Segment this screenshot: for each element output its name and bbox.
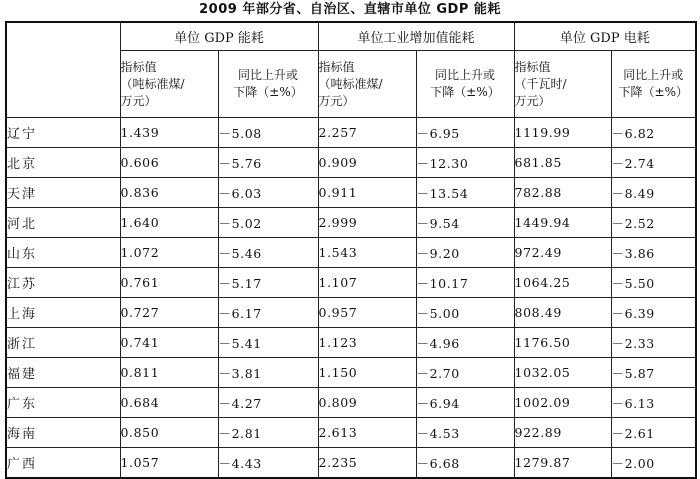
gdp-electricity-change-cell: －8.49 [611,178,696,208]
table-title: 2009 年部分省、自治区、直辖市单位 GDP 能耗 [199,2,501,17]
gdp-electricity-change-cell: －6.82 [611,118,696,148]
region-cell: 辽宁 [6,118,120,148]
gdp-electricity-value-cell: 1002.09 [514,388,611,418]
gdp-energy-change-cell: －4.27 [218,388,318,418]
gdp-electricity-value-cell: 972.49 [514,238,611,268]
table-row [6,238,696,268]
table-row [6,358,696,388]
gdp-electricity-value-cell: 922.89 [514,418,611,448]
industrial-energy-change-cell: －4.53 [416,418,514,448]
industrial-energy-value-cell: 1.107 [318,268,416,298]
sub-header-gdp-energy-value: 指标值 （吨标准煤/ 万元） [120,51,218,118]
gdp-energy-change-cell: －5.08 [218,118,318,148]
industrial-energy-change-cell: －6.94 [416,388,514,418]
gdp-energy-value-cell: 0.741 [120,328,218,358]
gdp-energy-value-cell: 0.836 [120,178,218,208]
table-row [6,208,696,238]
region-cell: 河北 [6,208,120,238]
gdp-energy-value-cell: 1.057 [120,448,218,479]
industrial-energy-change-cell: －2.70 [416,358,514,388]
gdp-energy-value-cell: 1.640 [120,208,218,238]
group-header-industrial-energy: 单位工业增加值能耗 [318,22,514,51]
group-header-row [6,22,696,51]
gdp-energy-change-cell: －6.03 [218,178,318,208]
table-row [6,298,696,328]
industrial-energy-value-cell: 1.543 [318,238,416,268]
gdp-electricity-change-cell: －2.61 [611,418,696,448]
industrial-energy-value-cell: 1.123 [318,328,416,358]
region-cell: 海南 [6,418,120,448]
industrial-energy-value-cell: 1.150 [318,358,416,388]
gdp-electricity-change-cell: －5.87 [611,358,696,388]
gdp-energy-value-cell: 1.439 [120,118,218,148]
gdp-energy-change-cell: －5.46 [218,238,318,268]
gdp-electricity-change-cell: －2.74 [611,148,696,178]
industrial-energy-value-cell: 0.909 [318,148,416,178]
region-cell: 天津 [6,178,120,208]
gdp-electricity-value-cell: 1032.05 [514,358,611,388]
sub-header-gdp-electricity-change: 同比上升或 下降（±%） [611,51,696,118]
region-header-cell [6,22,120,118]
table-row [6,328,696,358]
gdp-electricity-change-cell: －2.00 [611,448,696,479]
region-cell: 江苏 [6,268,120,298]
industrial-energy-change-cell: －4.96 [416,328,514,358]
industrial-energy-change-cell: －13.54 [416,178,514,208]
sub-header-industrial-energy-change: 同比上升或 下降（±%） [416,51,514,118]
table-row [6,418,696,448]
region-cell: 上海 [6,298,120,328]
gdp-electricity-value-cell: 1449.94 [514,208,611,238]
industrial-energy-value-cell: 2.257 [318,118,416,148]
industrial-energy-value-cell: 2.235 [318,448,416,479]
gdp-energy-change-cell: －4.43 [218,448,318,479]
gdp-energy-change-cell: －5.17 [218,268,318,298]
region-cell: 山东 [6,238,120,268]
industrial-energy-change-cell: －6.95 [416,118,514,148]
table-body [6,118,696,479]
region-cell: 福建 [6,358,120,388]
table-row [6,178,696,208]
gdp-electricity-value-cell: 1064.25 [514,268,611,298]
sub-header-gdp-electricity-value: 指标值 （千瓦时/ 万元） [514,51,611,118]
group-header-gdp-electricity: 单位 GDP 电耗 [514,22,696,51]
gdp-electricity-value-cell: 681.85 [514,148,611,178]
gdp-electricity-change-cell: －6.39 [611,298,696,328]
gdp-electricity-value-cell: 1176.50 [514,328,611,358]
industrial-energy-value-cell: 2.999 [318,208,416,238]
industrial-energy-change-cell: －5.00 [416,298,514,328]
region-cell: 广西 [6,448,120,479]
sub-header-industrial-energy-value: 指标值 （吨标准煤/ 万元） [318,51,416,118]
industrial-energy-change-cell: －12.30 [416,148,514,178]
gdp-electricity-value-cell: 1119.99 [514,118,611,148]
industrial-energy-change-cell: －9.54 [416,208,514,238]
gdp-energy-value-cell: 0.811 [120,358,218,388]
sub-header-gdp-energy-change: 同比上升或 下降（±%） [218,51,318,118]
industrial-energy-value-cell: 0.957 [318,298,416,328]
gdp-energy-change-cell: －5.02 [218,208,318,238]
gdp-energy-value-cell: 0.684 [120,388,218,418]
table-row [6,388,696,418]
table-row [6,148,696,178]
gdp-energy-value-cell: 0.850 [120,418,218,448]
gdp-electricity-value-cell: 1279.87 [514,448,611,479]
gdp-energy-value-cell: 0.761 [120,268,218,298]
gdp-electricity-value-cell: 808.49 [514,298,611,328]
table-row [6,448,696,479]
gdp-energy-change-cell: －5.41 [218,328,318,358]
industrial-energy-change-cell: －9.20 [416,238,514,268]
gdp-energy-value-cell: 1.072 [120,238,218,268]
gdp-electricity-change-cell: －6.13 [611,388,696,418]
gdp-electricity-value-cell: 782.88 [514,178,611,208]
group-header-gdp-energy: 单位 GDP 能耗 [120,22,318,51]
gdp-energy-change-cell: －2.81 [218,418,318,448]
gdp-electricity-change-cell: －2.52 [611,208,696,238]
table-row [6,118,696,148]
region-cell: 浙江 [6,328,120,358]
gdp-energy-change-cell: －5.76 [218,148,318,178]
gdp-energy-value-cell: 0.606 [120,148,218,178]
industrial-energy-change-cell: －6.68 [416,448,514,479]
gdp-energy-value-cell: 0.727 [120,298,218,328]
gdp-electricity-change-cell: －2.33 [611,328,696,358]
industrial-energy-value-cell: 2.613 [318,418,416,448]
energy-consumption-table [5,21,697,479]
industrial-energy-change-cell: －10.17 [416,268,514,298]
gdp-energy-change-cell: －3.81 [218,358,318,388]
region-cell: 北京 [6,148,120,178]
table-row [6,268,696,298]
gdp-energy-change-cell: －6.17 [218,298,318,328]
industrial-energy-value-cell: 0.809 [318,388,416,418]
gdp-electricity-change-cell: －5.50 [611,268,696,298]
industrial-energy-value-cell: 0.911 [318,178,416,208]
gdp-electricity-change-cell: －3.86 [611,238,696,268]
region-cell: 广东 [6,388,120,418]
